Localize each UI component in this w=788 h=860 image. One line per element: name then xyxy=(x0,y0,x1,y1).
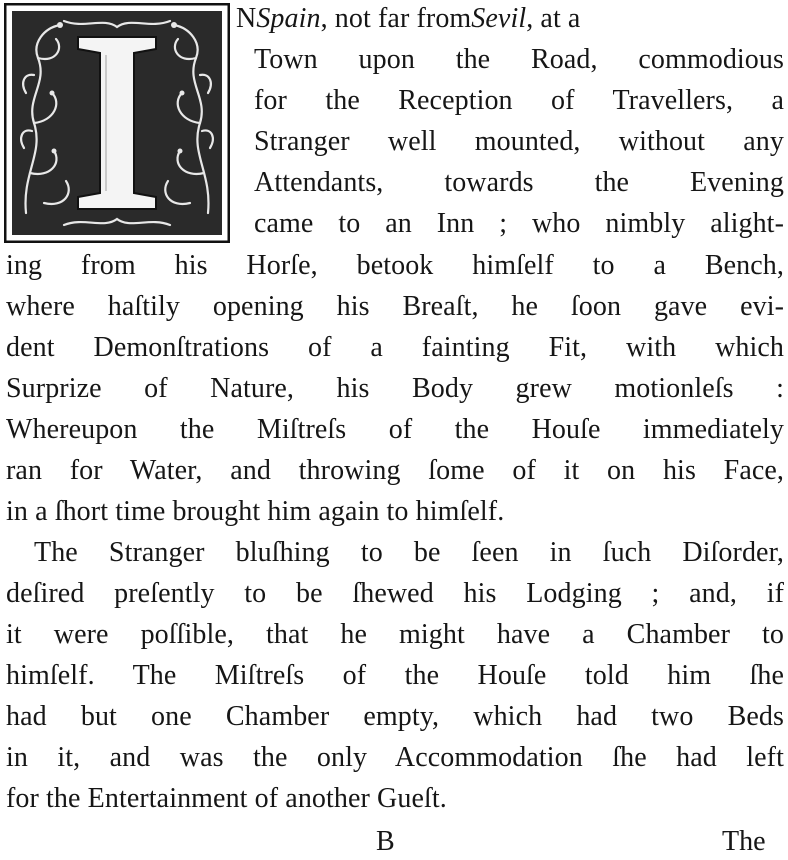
text-line: had but one Chamber empty, which had two Beds xyxy=(6,701,784,732)
text-line: for the Entertainment of another Gueſt. xyxy=(6,783,447,814)
drop-cap-initial xyxy=(4,3,230,243)
text-line: Whereupon the Miſtreſs of the Houſe immediately xyxy=(6,414,784,445)
text-line: ing from his Horſe, betook himſelf to a Bench, xyxy=(6,250,784,281)
text-line: where haſtily opening his Breaſt, he ſoon gave evi- xyxy=(6,291,784,322)
text-line: in a ſhort time brought him again to himſelf. xyxy=(6,496,505,527)
text-line: it were poſſible, that he might have a Chamber to xyxy=(6,619,784,650)
text-line: in it, and was the only Accommodation ſhe had left xyxy=(6,742,784,773)
text-line: Surprize of Nature, his Body grew motionleſs : xyxy=(6,373,784,404)
text-line: deſired preſently to be ſhewed his Lodging ; and, if xyxy=(6,578,784,609)
text-line: came to an Inn ; who nimbly alight- xyxy=(254,208,784,239)
text-line: himſelf. The Miſtreſs of the Houſe told him ſhe xyxy=(6,660,784,691)
text-line: Attendants, towards the Evening xyxy=(254,167,784,198)
text-line: for the Reception of Travellers, a xyxy=(254,85,784,116)
text-line: Town upon the Road, commodious xyxy=(254,44,784,75)
signature-mark: B xyxy=(376,826,395,857)
text-line: ran for Water, and throwing ſome of it on his Face, xyxy=(6,455,784,486)
text-line: dent Demonſtrations of a fainting Fit, with which xyxy=(6,332,784,363)
text-line: Stranger well mounted, without any xyxy=(254,126,784,157)
catchword: The xyxy=(722,826,766,857)
text-line: The Stranger bluſhing to be ſeen in ſuch Diſorder, xyxy=(34,537,784,568)
text-line: NSpain, not far fromSevil, at a xyxy=(236,3,581,34)
